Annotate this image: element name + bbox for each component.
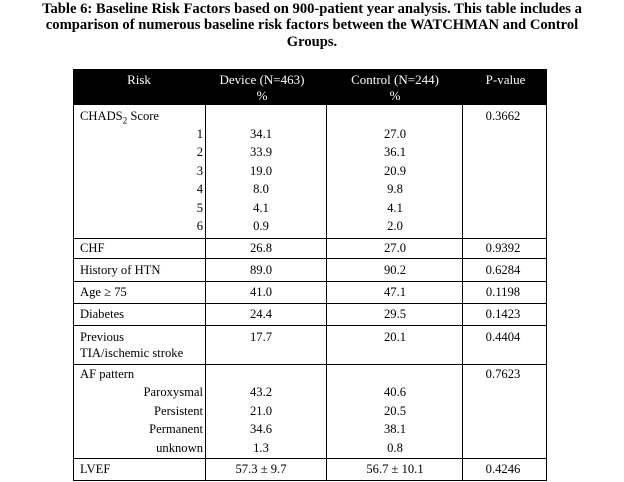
header-device-unit: % — [256, 88, 268, 103]
af-level-label: unknown — [156, 441, 203, 455]
row-divider — [73, 258, 547, 259]
row-label-chf: CHF — [80, 241, 105, 255]
age-pvalue: 0.1198 — [485, 285, 521, 299]
header-device — [206, 72, 318, 104]
af-level-label: Permanent — [149, 422, 203, 436]
af-pvalue: 0.7623 — [485, 367, 521, 381]
htn-device: 89.0 — [249, 263, 273, 277]
af-level-control: 20.5 — [383, 404, 407, 418]
row-label-stroke-2: TIA/ischemic stroke — [80, 346, 184, 360]
chads-level-control: 36.1 — [383, 145, 407, 159]
header-device-n: Device (N=463) — [219, 72, 305, 87]
row-label-lvef: LVEF — [80, 462, 111, 476]
chads-level-control: 9.8 — [387, 182, 403, 196]
table-header — [73, 69, 547, 105]
htn-control: 90.2 — [383, 263, 407, 277]
diabetes-device: 24.4 — [249, 307, 273, 321]
row-divider — [73, 238, 547, 239]
header-control-n: Control (N=244) — [351, 72, 439, 87]
column-divider — [205, 105, 206, 481]
table-border-bottom — [73, 480, 547, 481]
row-label-diabetes: Diabetes — [80, 307, 125, 321]
diabetes-pvalue: 0.1423 — [485, 307, 521, 321]
stroke-device: 17.7 — [249, 330, 273, 344]
chads-pvalue: 0.3662 — [485, 109, 521, 123]
chads-level-label: 2 — [196, 145, 203, 159]
lvef-device: 57.3 ± 9.7 — [235, 462, 287, 476]
header-pvalue: P-value — [485, 72, 526, 87]
chads-level-device: 8.0 — [253, 182, 269, 196]
af-level-control: 0.8 — [387, 441, 403, 455]
chads-level-control: 2.0 — [387, 219, 403, 233]
diabetes-control: 29.5 — [383, 307, 407, 321]
af-level-device: 1.3 — [253, 441, 269, 455]
caption-line-2: comparison of numerous baseline risk factors between the WATCHMAN and Control — [45, 17, 579, 33]
lvef-control: 56.7 ± 10.1 — [366, 462, 424, 476]
af-level-device: 21.0 — [249, 404, 273, 418]
age-device: 41.0 — [249, 285, 273, 299]
chads-level-label: 4 — [196, 182, 203, 196]
chads-level-label: 6 — [196, 219, 203, 233]
chads-level-control: 4.1 — [387, 201, 403, 215]
age-control: 47.1 — [383, 285, 407, 299]
header-risk: Risk — [127, 72, 151, 87]
header-control-unit: % — [389, 88, 401, 103]
stroke-control: 20.1 — [383, 330, 407, 344]
lvef-pvalue: 0.4246 — [485, 462, 521, 476]
chads-level-device: 4.1 — [253, 201, 269, 215]
row-divider — [73, 458, 547, 459]
stroke-pvalue: 0.4404 — [485, 330, 521, 344]
chads-level-device: 19.0 — [249, 164, 273, 178]
caption-line-3: Groups. — [286, 34, 338, 50]
htn-pvalue: 0.6284 — [485, 263, 521, 277]
chads-level-label: 1 — [196, 127, 203, 141]
row-divider — [73, 325, 547, 326]
row-label-af: AF pattern — [80, 367, 135, 381]
chads-level-label: 5 — [196, 201, 203, 215]
chf-device: 26.8 — [249, 241, 273, 255]
risk-factor-table — [73, 69, 547, 481]
af-level-control: 40.6 — [383, 385, 407, 399]
af-level-device: 34.6 — [249, 422, 273, 436]
chads-level-control: 20.9 — [383, 164, 407, 178]
table-border-right — [546, 105, 547, 481]
chads-level-device: 33.9 — [249, 145, 273, 159]
row-label-age: Age ≥ 75 — [80, 285, 127, 299]
row-label-chads: $CHADS_2$ Score — [80, 109, 160, 126]
af-level-label: Persistent — [154, 404, 203, 418]
row-divider — [73, 281, 547, 282]
row-divider — [73, 364, 547, 365]
chf-control: 27.0 — [383, 241, 407, 255]
chads-level-control: 27.0 — [383, 127, 407, 141]
header-control — [327, 72, 463, 104]
chf-pvalue: 0.9392 — [485, 241, 521, 255]
caption-line-1: Table 6: Baseline Risk Factors based on 900-patient year analysis. This table includes a — [42, 1, 582, 17]
af-level-label: Paroxysmal — [143, 385, 203, 399]
row-label-stroke-1: Previous — [80, 330, 125, 344]
chads-level-device: 34.1 — [249, 127, 273, 141]
row-divider — [73, 303, 547, 304]
af-level-device: 43.2 — [249, 385, 273, 399]
chads-level-device: 0.9 — [253, 219, 269, 233]
column-divider — [326, 105, 327, 481]
row-label-htn: History of HTN — [80, 263, 161, 277]
chads-level-label: 3 — [196, 164, 203, 178]
af-level-control: 38.1 — [383, 422, 407, 436]
